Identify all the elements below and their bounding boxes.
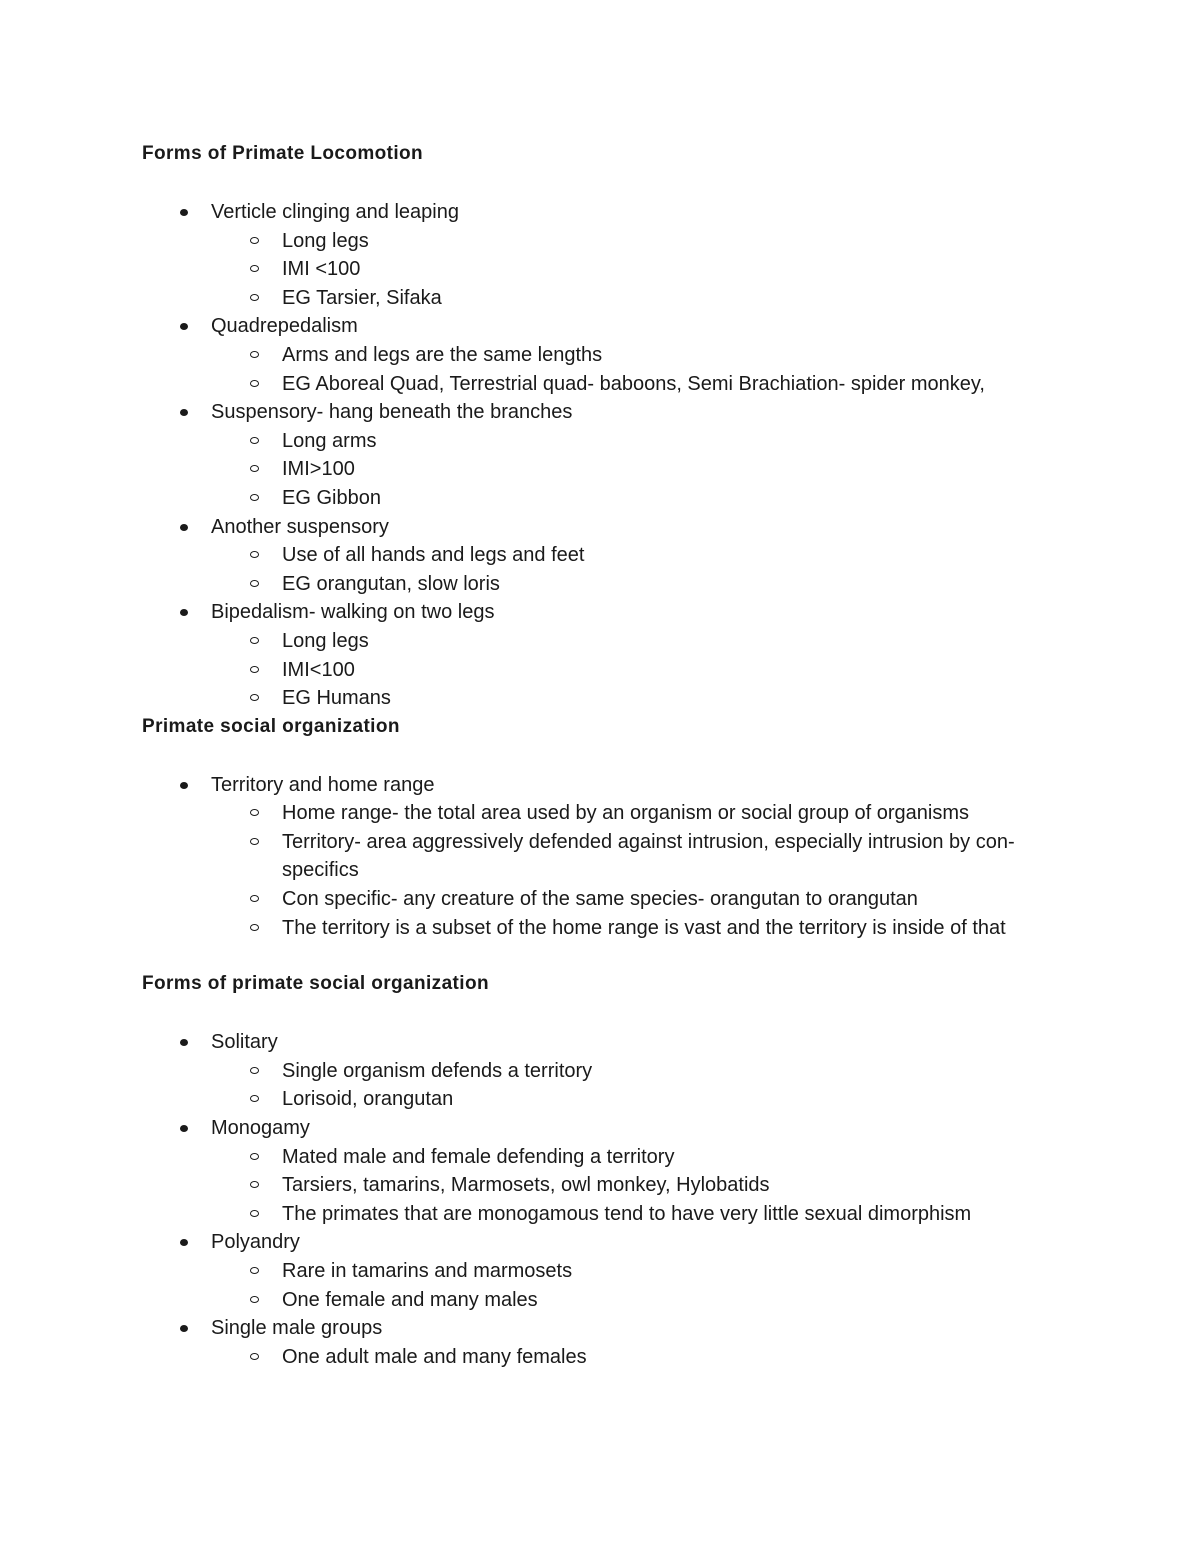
list-item: Territory and home range bbox=[142, 771, 1042, 800]
list-item: Polyandry bbox=[142, 1228, 1042, 1257]
hollow-bullet-icon bbox=[250, 1095, 259, 1102]
sub-list-item: Mated male and female defending a territory bbox=[142, 1143, 1042, 1172]
filled-bullet-icon bbox=[180, 1125, 188, 1132]
hollow-bullet-icon bbox=[250, 494, 259, 501]
list-item: Bipedalism- walking on two legs bbox=[142, 598, 1042, 627]
hollow-bullet-icon bbox=[250, 694, 259, 701]
hollow-bullet-icon bbox=[250, 1181, 259, 1188]
sub-list-item: EG Gibbon bbox=[142, 484, 1042, 513]
hollow-bullet-icon bbox=[250, 1267, 259, 1274]
list-item: Another suspensory bbox=[142, 513, 1042, 542]
sub-list-item: Use of all hands and legs and feet bbox=[142, 541, 1042, 570]
sub-list-item: Rare in tamarins and marmosets bbox=[142, 1257, 1042, 1286]
hollow-bullet-icon bbox=[250, 237, 259, 244]
filled-bullet-icon bbox=[180, 609, 188, 616]
hollow-bullet-icon bbox=[250, 666, 259, 673]
hollow-bullet-icon bbox=[250, 1296, 259, 1303]
list-item: Monogamy bbox=[142, 1114, 1042, 1143]
hollow-bullet-icon bbox=[250, 1210, 259, 1217]
hollow-bullet-icon bbox=[250, 637, 259, 644]
sub-list-item: The territory is a subset of the home range is vast and the territory is inside of that bbox=[142, 914, 1042, 943]
social-organization-list bbox=[142, 771, 1042, 943]
sub-list-item: The primates that are monogamous tend to have very little sexual dimorphism bbox=[142, 1200, 1042, 1229]
hollow-bullet-icon bbox=[250, 1153, 259, 1160]
sub-list-item: Long legs bbox=[142, 627, 1042, 656]
sub-list-item: Con specific- any creature of the same species- orangutan to orangutan bbox=[142, 885, 1042, 914]
locomotion-list bbox=[142, 198, 1042, 713]
sub-list-item: Long arms bbox=[142, 427, 1042, 456]
sub-list-item: Territory- area aggressively defended against intrusion, especially intrusion by con-specifics bbox=[142, 828, 1042, 885]
filled-bullet-icon bbox=[180, 1239, 188, 1246]
section-heading-locomotion: Forms of Primate Locomotion bbox=[142, 143, 424, 164]
sub-list-item: Tarsiers, tamarins, Marmosets, owl monkey, Hylobatids bbox=[142, 1171, 1042, 1200]
filled-bullet-icon bbox=[180, 209, 188, 216]
hollow-bullet-icon bbox=[250, 465, 259, 472]
sub-list-item: One female and many males bbox=[142, 1286, 1042, 1315]
hollow-bullet-icon bbox=[250, 1353, 259, 1360]
sub-list-item: IMI<100 bbox=[142, 656, 1042, 685]
list-item: Single male groups bbox=[142, 1314, 1042, 1343]
hollow-bullet-icon bbox=[250, 551, 259, 558]
list-item: Solitary bbox=[142, 1028, 1042, 1057]
filled-bullet-icon bbox=[180, 323, 188, 330]
sub-list-item: Lorisoid, orangutan bbox=[142, 1085, 1042, 1114]
filled-bullet-icon bbox=[180, 1039, 188, 1046]
section-heading-social-organization: Primate social organization bbox=[142, 715, 400, 737]
sub-list-item: EG orangutan, slow loris bbox=[142, 570, 1042, 599]
filled-bullet-icon bbox=[180, 409, 188, 416]
sub-list-item: IMI <100 bbox=[142, 255, 1042, 284]
sub-list-item: IMI>100 bbox=[142, 455, 1042, 484]
hollow-bullet-icon bbox=[250, 437, 259, 444]
hollow-bullet-icon bbox=[250, 265, 259, 272]
hollow-bullet-icon bbox=[250, 895, 259, 902]
sub-list-item: Long legs bbox=[142, 227, 1042, 256]
sub-list-item: EG Aboreal Quad, Terrestrial quad- baboons, Semi Brachiation- spider monkey, bbox=[142, 370, 1042, 399]
list-item: Suspensory- hang beneath the branches bbox=[142, 398, 1042, 427]
forms-social-organization-list bbox=[142, 1028, 1042, 1371]
sub-list-item: Home range- the total area used by an organism or social group of organisms bbox=[142, 799, 1042, 828]
sub-list-item: One adult male and many females bbox=[142, 1343, 1042, 1372]
document-content bbox=[142, 140, 1042, 1371]
filled-bullet-icon bbox=[180, 524, 188, 531]
hollow-bullet-icon bbox=[250, 809, 259, 816]
sub-list-item: EG Humans bbox=[142, 684, 1042, 713]
hollow-bullet-icon bbox=[250, 1067, 259, 1074]
hollow-bullet-icon bbox=[250, 380, 259, 387]
hollow-bullet-icon bbox=[250, 580, 259, 587]
hollow-bullet-icon bbox=[250, 294, 259, 301]
sub-list-item: EG Tarsier, Sifaka bbox=[142, 284, 1042, 313]
hollow-bullet-icon bbox=[250, 924, 259, 931]
hollow-bullet-icon bbox=[250, 838, 259, 845]
sub-list-item: Arms and legs are the same lengths bbox=[142, 341, 1042, 370]
section-heading-forms-social-organization: Forms of primate social organization bbox=[142, 973, 489, 995]
sub-list-item: Single organism defends a territory bbox=[142, 1057, 1042, 1086]
filled-bullet-icon bbox=[180, 1325, 188, 1332]
list-item: Verticle clinging and leaping bbox=[142, 198, 1042, 227]
filled-bullet-icon bbox=[180, 782, 188, 789]
hollow-bullet-icon bbox=[250, 351, 259, 358]
list-item: Quadrepedalism bbox=[142, 312, 1042, 341]
